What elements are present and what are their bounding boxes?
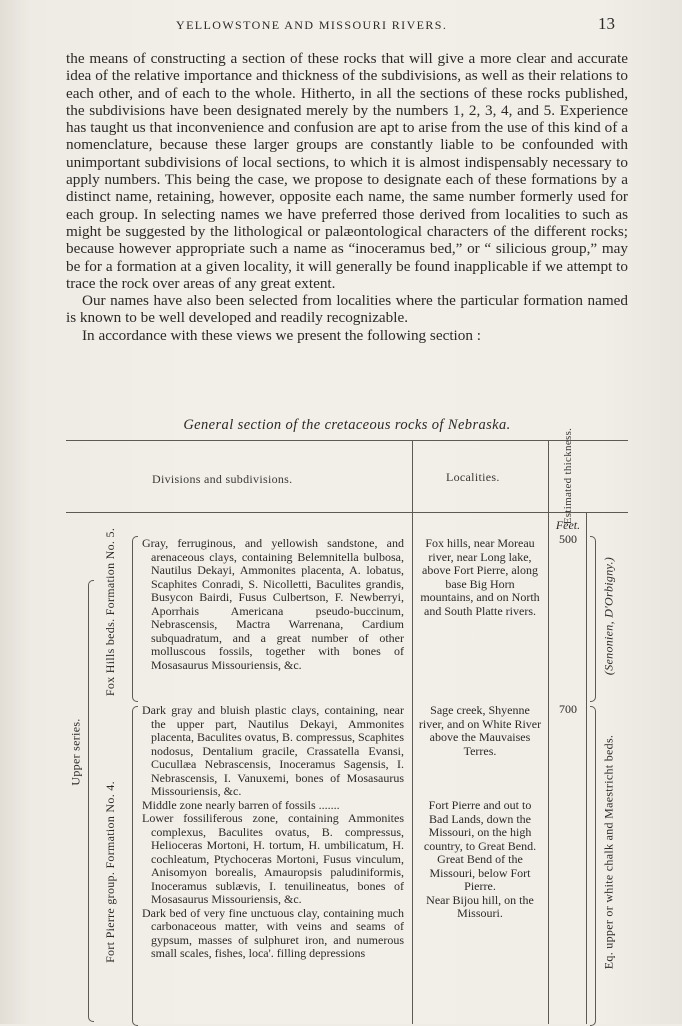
fox-hills-localities: [418, 537, 542, 618]
group-label-fox-hills: Fox Hills beds. Formation No. 5.: [103, 527, 117, 697]
fox-hills-equivalent-brace: [590, 536, 596, 702]
fort-pierre-description-4: Dark bed of very fine unctuous clay, containing much carbonaceous matter, with veins and seams of gypsum, masses of sulphuret iron, and numerous small scales, fishes, loca'. filling depressions: [142, 905, 404, 960]
series-label: Upper series.: [68, 718, 83, 786]
running-head-title: YELLOWSTONE AND MISSOURI RIVERS.: [176, 18, 448, 32]
header-divisions: Divisions and subdivisions.: [152, 472, 293, 486]
fox-hills-brace: [132, 536, 138, 702]
fox-hills-localities-text: Fox hills, near Moreau river, near Long lake, above Fort Pierre, along base Big Horn mountains, and on North and South Platte rivers.: [420, 536, 540, 618]
fox-hills-thickness: 500: [559, 532, 577, 546]
header-localities: Localities.: [446, 470, 500, 484]
fort-pierre-locality-4: Near Bijou hill, on the Missouri.: [426, 892, 534, 920]
fort-pierre-equivalent: Eq. upper or white chalk and Maestricht beds.: [601, 734, 616, 970]
header-thickness: Estimated thickness.: [562, 427, 574, 525]
running-head: [0, 14, 682, 36]
fox-hills-description-text: Gray, ferruginous, and yellowish sandstone, and arenaceous clays, containing Belemnitella bulbosa, Nautilus Dekayi, Ammonites placenta, A. lobatus, Scaphites Conradi, S. Nicolletti, Baculites grandis, Busycon Bairdi, Fusus Culbertson, F. Newberryi, Aporrhais Americana pseudo-buccinum, Nebrascensis, Mactra Warrenana, Cardium subquadratum, and a great number of other molluscous fossils, together with bones of Mosasaurus Missouriensis, &c.: [142, 536, 404, 672]
fort-pierre-description-3: Lower fossiliferous zone, containing Ammonites complexus, Baculites ovatus, B. compressus, Helioceras Mortoni, H. tortum, H. umbilicatum, H. cochleatum, Ptychoceras Mortoni, Fusus vinculum, Anisomyon borealis, Amauropsis paludiniformis, Inoceramus sublævis, I. tenuilineatus, bones of Mosasaurus Missouriensis, &c.: [142, 811, 404, 906]
table-top-rule: [66, 440, 628, 441]
fort-pierre-thickness: 700: [559, 702, 577, 716]
fort-pierre-brace: [132, 706, 138, 1026]
fox-hills-equivalent: (Senonien, D'Orbigny.): [601, 556, 616, 676]
cretaceous-section-table: [66, 427, 628, 1024]
fox-hills-description: [142, 537, 404, 672]
fort-pierre-descriptions: [142, 704, 404, 961]
fort-pierre-locality-2: Fort Pierre and out to Bad Lands, down the Missouri, on the high country, to Great Bend.: [423, 798, 537, 853]
fort-pierre-locality-1: Sage creek, Shyenne river, and on White River above the Mauvaises Terres.: [418, 703, 542, 758]
thickness-unit: Feet.: [555, 518, 581, 532]
paragraph-1: the means of constructing a section of these rocks that will give a more clear and accurate idea of the relative importance and thickness of the subdivisions, as well as their relations to each other, and of each to the whole. Hitherto, in all the sections of these rocks published, the subdivisions have been designated merely by the numbers 1, 2, 3, 4, and 5. Experience has taught us that inconvenience and confusion are apt to arise from the use of this kind of a nomenclature, because these larger groups are constantly liable to be confounded with unimportant subdivisions of local sections, to which it is almost indispensably necessary to apply numbers. This being the case, we propose to designate each of these formations by a distinct name, retaining, however, opposite each name, the same number formerly used for each group. In selecting names we have preferred those derived from localities to such as might be suggested by the lithological or palæontological characters of the different rocks; because however appropriate such a name as “inoceramus bed,” or “ silicious group,” may be for a formation at a given locality, it will generally be found inapplicable if we attempt to trace the rock over areas of any great extent.: [66, 50, 628, 292]
page-number: 13: [598, 14, 615, 33]
column-divider-equivalent: [586, 512, 587, 1024]
body-text: [66, 50, 628, 344]
fort-pierre-localities: [418, 704, 542, 921]
table-caption: General section of the cretaceous rocks of Nebraska.: [183, 417, 511, 433]
group-label-fort-pierre: Fort Pierre group. Formation No. 4.: [103, 781, 117, 963]
paragraph-3: In accordance with these views we present the following section :: [82, 326, 481, 344]
fort-pierre-description-1: Dark gray and bluish plastic clays, containing, near the upper part, Nautilus Dekayi, Ammonites placenta, Baculites ovatus, B. compressus, Scaphites nodosus, Dentalium gracile, Crassatella Evansi, Cucullæa Nebrascensis, Inoceramus Sagensis, I. Nebrascensis, I. Vanuxemi, bones of Mosasaurus Missouriensis, &c.: [142, 703, 404, 798]
fort-pierre-locality-3: Great Bend of the Missouri, below Fort Pierre.: [429, 852, 531, 893]
series-brace: [88, 580, 94, 1022]
paragraph-2: Our names have also been selected from localities where the particular formation named is known to be well developed and readily recognizable.: [66, 292, 628, 327]
table-header-rule: [66, 512, 628, 513]
fort-pierre-description-2: Middle zone nearly barren of fossils .......: [142, 797, 340, 812]
fort-pierre-equivalent-brace: [590, 706, 596, 1026]
column-divider-localities: [412, 440, 413, 1024]
